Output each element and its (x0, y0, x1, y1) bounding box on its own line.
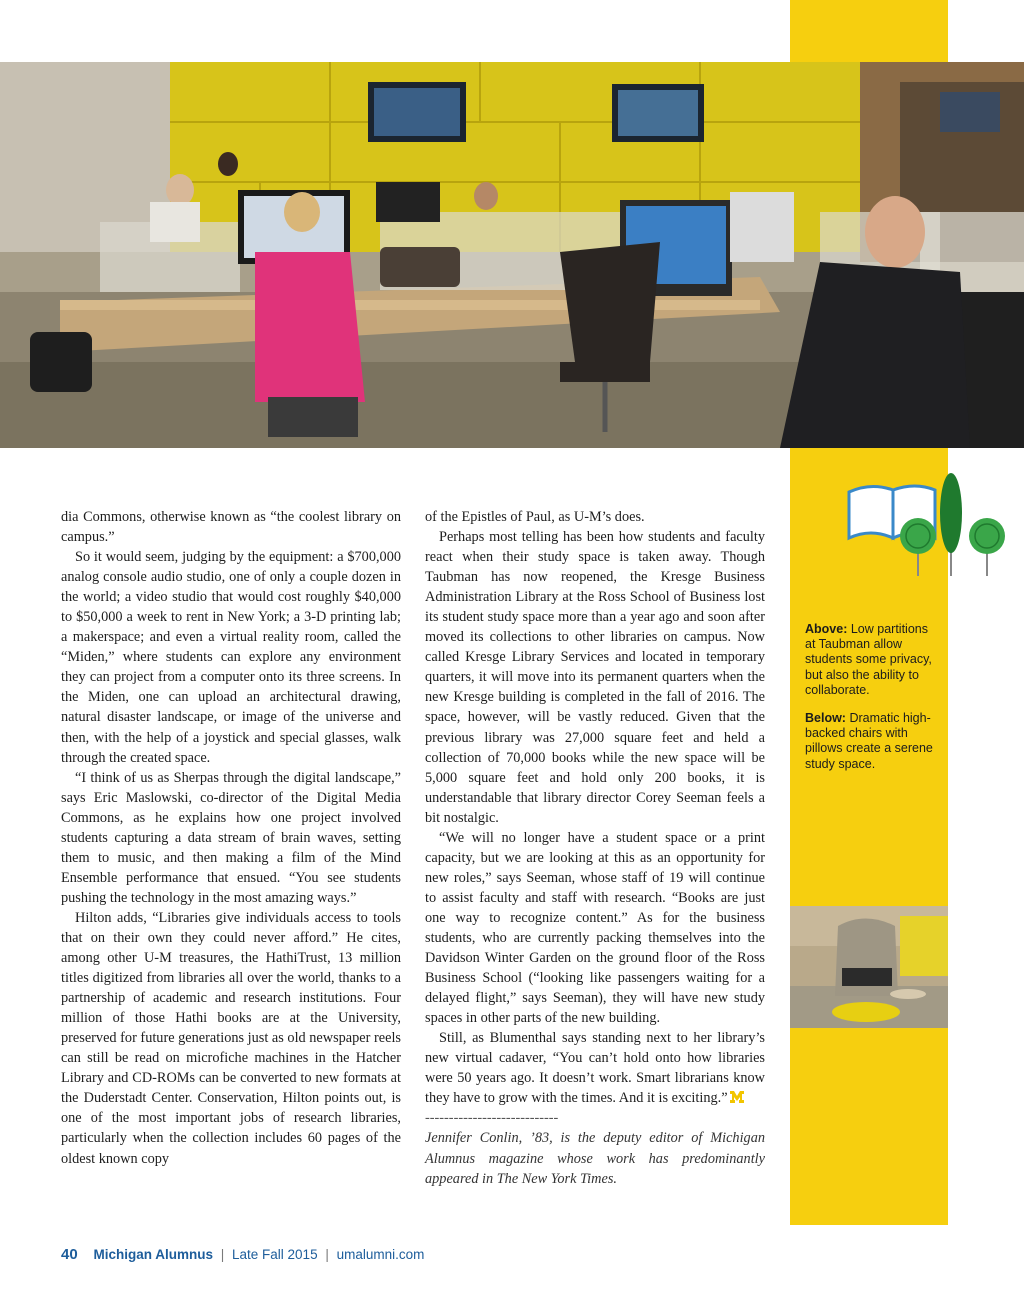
footer-separator: | (220, 1247, 225, 1262)
caption-below-text: Dramatic high-backed chairs with pillows create a serene study space. (805, 711, 933, 771)
col1-paragraph: “I think of us as Sherpas through the digital landscape,” says Eric Maslowski, co-director of the Digital Media Commons, as he explains how one project involved students capturing a data stream of brain waves, setting them to music, and then making a film of the Mind Ensemble performance that ensued. “You see students pushing the technology in the most amazing ways.” (61, 769, 401, 906)
article-column-2 (425, 507, 765, 1189)
col1-paragraph: So it would seem, judging by the equipment: a $700,000 analog console audio studio, one of only a couple dozen in the world; a video studio that would cost roughly $40,000 to $50,000 a week to rent in New York; a 3-D printing lab; a makerspace; and even a virtual reality room, called the “Miden,” where students can explore any environment they can project from a computer onto its three screens. In the Miden, one can upload an architectural drawing, natural disaster landscape, or image of the universe and then, with the help of a joystick and special glasses, walk through the created space. (61, 549, 401, 766)
photo-caption (805, 622, 939, 785)
col2-paragraph: Perhaps most telling has been how students and faculty react when their study space is taken away. Though Taubman has now reopened, the Kresge Business Administration Library at the Ross School of Business lost its student study space more than a year ago and soon after moved its collections to other libraries on campus. Now called Kresge Library Services and located in temporary quarters, it will move into its permanent quarters when the new Kresge building is completed in the fall of 2016. The space, however, will be vastly reduced. Given that the previous library was 27,000 square feet and held a collection of 70,000 books while the new space will be 5,000 square feet and hold only 200 books, it is understandable that library director Corey Seeman feels a bit nostalgic. (425, 529, 765, 826)
caption-above-label: Above: (805, 622, 848, 636)
publication-name: Michigan Alumnus (93, 1247, 213, 1262)
author-bio: Jennifer Conlin, ’83, is the deputy editor of Michigan Alumnus magazine whose work has predominantly appeared in The New York Times. (425, 1130, 765, 1187)
issue-date: Late Fall 2015 (232, 1247, 318, 1262)
michigan-m-logo-icon (730, 1091, 744, 1103)
col2-paragraph: “We will no longer have a student space or a print capacity, but we are looking at this as an opportunity for new roles,” says Seeman, whose staff of 19 will continue to assist faculty and staff with research. “Books are just one way to recognize content.” As for the business students, who are currently packing themselves into the Davidson Winter Garden on the ground floor of the Ross Business School (“looking like passengers waiting for a delayed flight,” says Seeman), they will have new study spaces in other parts of the new building. (425, 829, 765, 1027)
page-number: 40 (61, 1246, 78, 1263)
website-link[interactable]: umalumni.com (336, 1247, 425, 1262)
article-column-1 (61, 507, 401, 1169)
col2-paragraph: of the Epistles of Paul, as U-M’s does. (425, 509, 645, 525)
col2-final-text: Still, as Blumenthal says standing next to her library’s new virtual cadaver, “You can’t hold onto how libraries were 50 years ago. It doesn’t work. Smart librarians know they have to grow with the times. And it is exciting.” (425, 1030, 765, 1107)
col1-paragraph: dia Commons, otherwise known as “the coolest library on campus.” (61, 509, 401, 546)
footer-separator: | (325, 1247, 329, 1262)
col2-paragraph-final (425, 1028, 765, 1108)
caption-above (805, 622, 939, 698)
book-trees-illustration (843, 468, 1013, 580)
main-photo-study-room (0, 62, 1024, 448)
bio-divider: ---------------------------- (425, 1110, 559, 1127)
caption-above-text: Low partitions at Taubman allow students some privacy, but also the ability to collaborate. (805, 622, 932, 697)
page-footer (61, 1246, 424, 1263)
caption-below (805, 711, 939, 772)
col1-paragraph: Hilton adds, “Libraries give individuals access to tools that on their own they could never afford.” He cites, among other U-M treasures, the HathiTrust, 13 million titles digitized from libraries all over the world, thanks to a partnership of academic and research institutions. Four million of those Hathi books are at the University, preserved for future generations just as old newspaper reels can still be read on microfiche machines in the Hatcher Library and CD-ROMs can be converted to new formats at the Duderstadt Center. Conservation, Hilton points out, is one of the most important jobs of research libraries, particularly when the collection includes 60 pages of the oldest known copy (61, 909, 401, 1167)
caption-below-label: Below: (805, 711, 846, 726)
small-photo-chair (790, 906, 948, 1028)
yellow-accent-bar-top (790, 0, 948, 64)
